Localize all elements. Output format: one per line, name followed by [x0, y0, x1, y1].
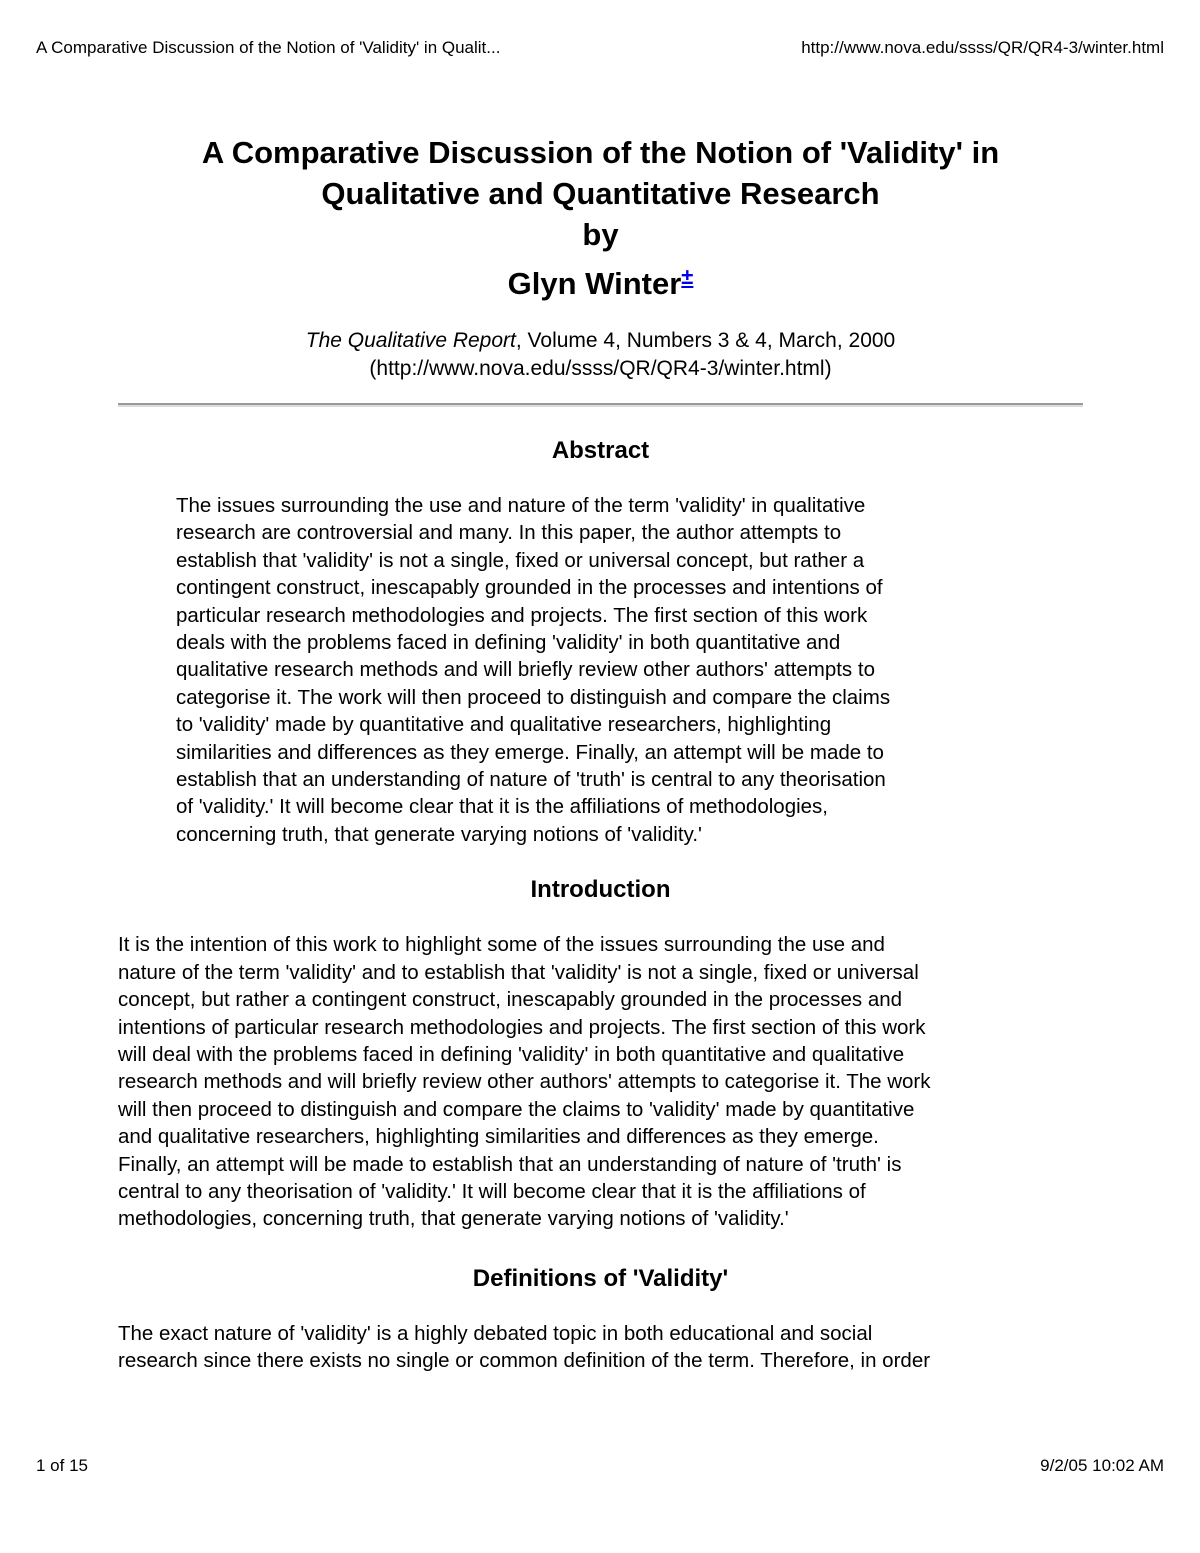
abstract-line: research are controversial and many. In this paper, the author attempts to — [176, 521, 842, 545]
introduction-line: central to any theorisation of 'validity.' It will become clear that it is the affiliations of — [118, 1179, 866, 1203]
abstract-line: establish that 'validity' is not a single, fixed or universal concept, but rather a — [176, 548, 865, 572]
introduction-heading: Introduction — [530, 876, 671, 904]
introduction-paragraph — [118, 931, 1083, 1232]
abstract-line: categorise it. The work will then proceed to distinguish and compare the claims — [176, 685, 891, 709]
definitions-paragraph — [118, 1320, 1083, 1375]
print-timestamp: 9/2/05 10:02 AM — [1040, 1456, 1164, 1475]
citation-details: , Volume 4, Numbers 3 & 4, March, 2000 — [515, 329, 896, 352]
author-note-link[interactable]: ± — [681, 264, 694, 289]
author-line — [118, 263, 1083, 307]
abstract-line: similarities and differences as they emerge. Finally, an attempt will be made to — [176, 740, 884, 764]
article-title — [118, 132, 1083, 214]
introduction-line: methodologies, concerning truth, that generate varying notions of 'validity.' — [118, 1207, 789, 1231]
citation — [118, 327, 1083, 383]
abstract-line: The issues surrounding the use and nature of the term 'validity' in qualitative — [176, 494, 866, 517]
abstract-line: contingent construct, inescapably grounded in the processes and intentions of — [176, 576, 883, 600]
introduction-line: research methods and will briefly review other authors' attempts to categorise it. The work — [118, 1070, 931, 1094]
abstract-line: particular research methodologies and projects. The first section of this work — [176, 603, 868, 627]
citation-url: (http://www.nova.edu/ssss/QR/QR4-3/winter.html) — [369, 357, 832, 380]
introduction-line: intentions of particular research methodologies and projects. The first section of this work — [118, 1015, 926, 1039]
definitions-line: research since there exists no single or common definition of the term. Therefore, in order — [118, 1349, 931, 1373]
abstract-line: deals with the problems faced in defining 'validity' in both quantitative and — [176, 631, 841, 655]
print-header — [36, 36, 1164, 60]
introduction-line: Finally, an attempt will be made to establish that an understanding of nature of 'truth' is — [118, 1152, 902, 1176]
abstract-line: to 'validity' made by quantitative and qualitative researchers, highlighting — [176, 713, 832, 737]
abstract-line: of 'validity.' It will become clear that it is the affiliations of methodologies, — [176, 795, 828, 819]
article-title-line-2: Qualitative and Quantitative Research — [321, 176, 880, 211]
abstract-line: concerning truth, that generate varying notions of 'validity.' — [176, 822, 702, 846]
header-url: http://www.nova.edu/ssss/QR/QR4-3/winter.html — [801, 38, 1164, 57]
horizontal-rule — [118, 403, 1083, 407]
byline: by — [582, 217, 619, 252]
author-name: Glyn Winter — [507, 266, 682, 301]
abstract-text — [176, 492, 1026, 848]
introduction-line: nature of the term 'validity' and to establish that 'validity' is not a single, fixed or universal — [118, 960, 919, 984]
article-page — [118, 132, 1083, 1375]
introduction-line: will deal with the problems faced in defining 'validity' in both quantitative and qualitative — [118, 1042, 905, 1066]
page-indicator: 1 of 15 — [36, 1456, 88, 1475]
introduction-line: concept, but rather a contingent construct, inescapably grounded in the processes and — [118, 988, 903, 1012]
print-footer — [36, 1454, 1164, 1478]
abstract-line: establish that an understanding of nature of 'truth' is central to any theorisation — [176, 768, 886, 792]
introduction-line: and qualitative researchers, highlighting similarities and differences as they emerge. — [118, 1125, 879, 1149]
article-title-line-1: A Comparative Discussion of the Notion of 'Validity' in — [201, 135, 1000, 170]
header-document-title: A Comparative Discussion of the Notion of 'Validity' in Qualit... — [36, 38, 501, 57]
introduction-line: It is the intention of this work to highlight some of the issues surrounding the use and — [118, 933, 885, 957]
abstract-heading: Abstract — [551, 437, 650, 464]
journal-name: The Qualitative Report — [305, 329, 516, 352]
introduction-line: will then proceed to distinguish and compare the claims to 'validity' made by quantitative — [118, 1097, 915, 1121]
definitions-line: The exact nature of 'validity' is a highly debated topic in both educational and social — [118, 1321, 873, 1345]
definitions-heading: Definitions of 'Validity' — [472, 1264, 729, 1292]
abstract-line: qualitative research methods and will briefly review other authors' attempts to — [176, 658, 875, 682]
